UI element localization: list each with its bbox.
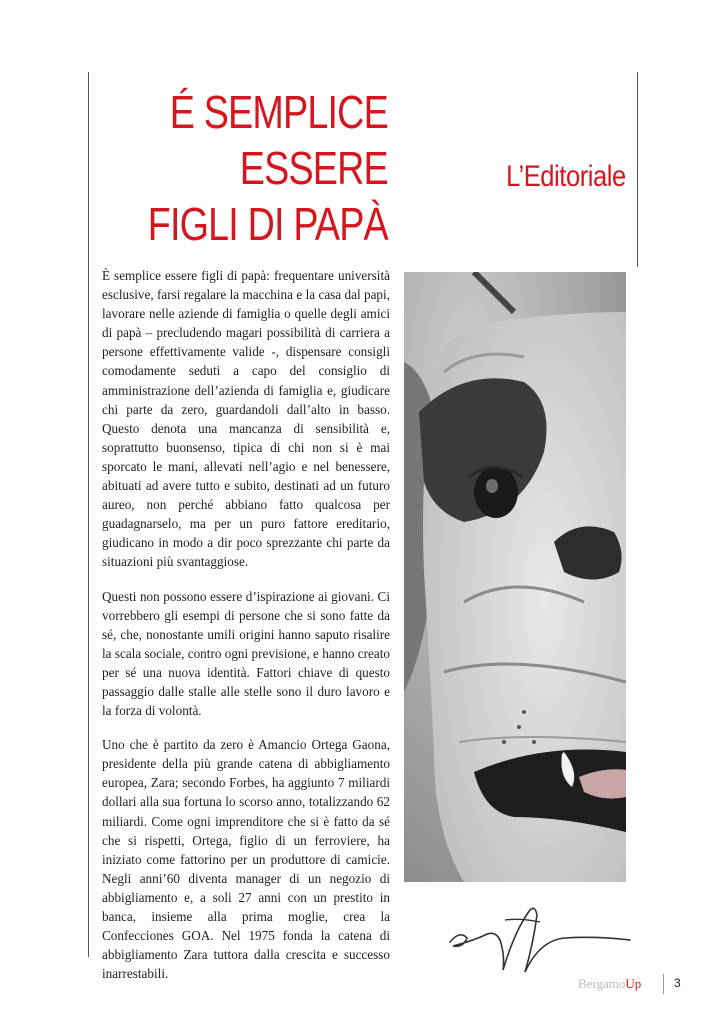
title-line-3: FIGLI DI PAPÀ xyxy=(147,198,388,250)
article-paragraph-1: È semplice essere figli di papà: frequentare università esclusive, farsi regalare la macchina e la casa dal papi, lavorare nelle aziende di famiglia o quelle degli amici di papà – precludendo magari possibilità di carriera a persone effettivamente valide -, dispensare consigli comodamente seduti a capo del consiglio di amministrazione dell’azienda di famiglia e, giudicare chi parte da zero, guardandoli dall’alto in basso. Questo denota una mancanza di sensibilità e, soprattutto buonsenso, tipica di chi non si è mai sporcato le mani, allevati nell’agio e nel benessere, abituati ad avere tutto e subito, destinati ad un futuro aureo, non perché abbiano fatto qualcosa per guadagnarselo, ma per un puro fattore ereditario, giudicano in modo a dir poco sprezzante chi parte da situazioni più svantaggiose. xyxy=(102,268,390,570)
article-body xyxy=(102,266,390,998)
brand-accent: Up xyxy=(625,976,642,991)
brand-main: Bergamo xyxy=(578,976,626,991)
page-title xyxy=(148,84,388,252)
title-line-1: É SEMPLICE xyxy=(169,86,388,138)
left-rule xyxy=(88,72,89,957)
title-line-2: ESSERE xyxy=(239,142,388,194)
footer-brand xyxy=(578,976,641,992)
bulldog-illustration xyxy=(404,272,626,882)
footer-divider xyxy=(663,974,664,994)
right-rule xyxy=(637,72,638,267)
page-number: 3 xyxy=(674,976,681,990)
bulldog-photo xyxy=(404,272,626,882)
section-label: L’Editoriale xyxy=(506,160,626,193)
signature-graphic xyxy=(445,900,635,980)
article-paragraph-2: Questi non possono essere d’ispirazione ai giovani. Ci vorrebbero gli esempi di persone che si sono fatte da sé, che, nonostante umili origini hanno saputo risalire la scala sociale, contro ogni previsione, e hanno creato per sé una nuova identità. Fattori chiave di questo passaggio dalle stalle alle stelle sono il duro lavoro e la forza di volontà. xyxy=(102,588,390,719)
article-paragraph-3: Uno che è partito da zero è Amancio Ortega Gaona, presidente della più grande catena di abbigliamento europea, Zara; secondo Forbes, ha aggiunto 7 miliardi dollari alla sua fortuna lo scorso anno, totalizzando 62 miliardi. Come ogni imprenditore che si è fatto da sé che si rispetti, Ortega, figlio di un ferroviere, ha iniziato come fattorino per un produttore di camicie. Negli anni’60 diventa manager di un negozio di abbigliamento e, a soli 27 anni con un prestito in banca, insieme alla prima moglie, crea la Confecciones GOA. Nel 1975 fonda la catena di abbigliamento Zara tuttora dalla crescita e successo inarrestabili. xyxy=(102,737,390,982)
signature xyxy=(445,900,635,980)
